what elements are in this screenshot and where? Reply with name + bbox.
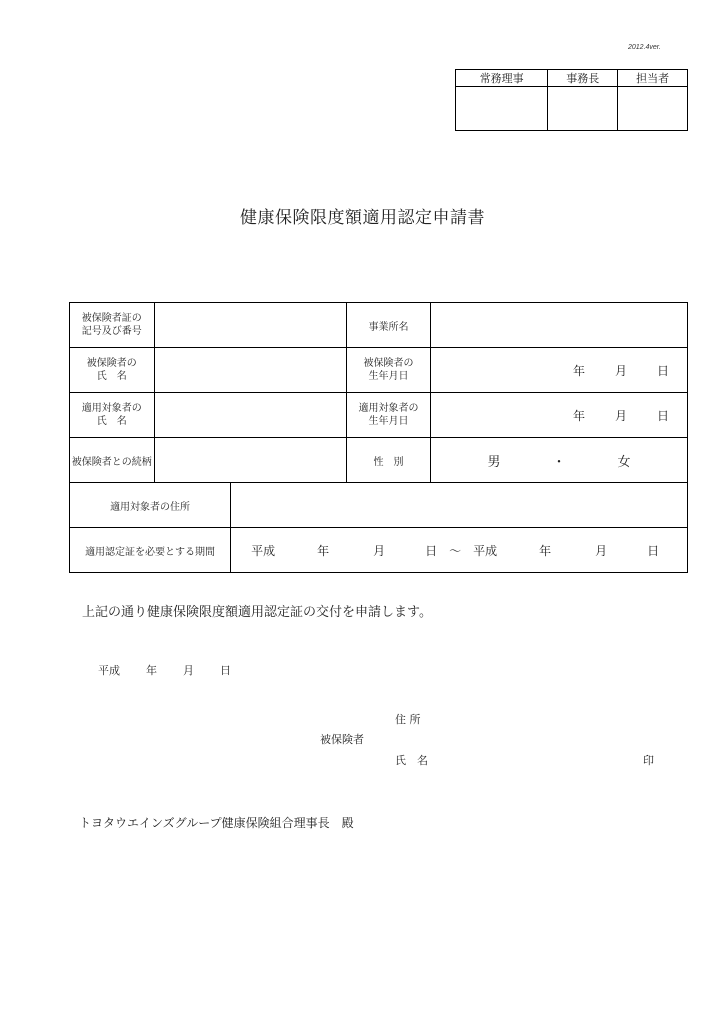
gender-female-option[interactable]: 女 [617,454,631,470]
approval-stamp-box-secretary-general[interactable] [548,87,618,131]
insured-birthdate-label [347,348,431,393]
approval-header-person-in-charge: 担当者 [618,70,688,87]
insured-card-number-field[interactable] [154,303,346,348]
month-unit: 月 [614,408,627,423]
target-name-field[interactable] [154,393,346,438]
approval-header-director: 常務理事 [456,70,548,87]
signature-insured-label: 被保険者 [320,733,364,746]
label-line: 被保険者の [86,358,137,369]
insured-birthdate-field[interactable] [431,348,688,393]
year-unit: 年 [572,363,585,378]
application-form-table [69,302,688,573]
insured-card-number-label [70,303,155,348]
month-unit: 月 [614,363,627,378]
target-address-label: 適用対象者の住所 [70,483,231,528]
apply-month-unit: 月 [183,664,194,677]
application-statement: 上記の通り健康保険限度額適用認定証の交付を申請します。 [82,605,432,620]
start-day-unit: 日 [425,543,438,558]
label-line: 記号及び番号 [81,326,142,337]
apply-day-unit: 日 [220,664,231,677]
approval-stamp-box-director[interactable] [456,87,548,131]
label-line: 被保険者証の [81,313,142,324]
insured-name-label [70,348,155,393]
gender-label: 性 別 [347,438,431,483]
period-tilde: ～ [449,543,462,558]
end-era: 平成 [473,543,498,558]
gender-separator: ・ [552,454,566,470]
year-unit: 年 [572,408,585,423]
addressee-line: トヨタウエインズグループ健康保険組合理事長 殿 [79,816,354,830]
seal-mark: 印 [643,754,654,767]
approval-header-secretary-general: 事務長 [548,70,618,87]
approval-stamp-box-person-in-charge[interactable] [618,87,688,131]
gender-male-option[interactable]: 男 [487,454,501,470]
end-day-unit: 日 [647,543,660,558]
relationship-field[interactable] [154,438,346,483]
label-line: 適用対象者の [81,403,142,414]
signature-address-label: 住 所 [395,713,421,726]
start-era: 平成 [251,543,276,558]
version-label: 2012.4ver. [628,44,661,51]
label-line: 氏 名 [96,416,127,427]
relationship-label: 被保険者との続柄 [70,438,155,483]
label-line: 生年月日 [368,371,409,382]
start-year-unit: 年 [317,543,330,558]
gender-field[interactable] [431,438,688,483]
apply-year-unit: 年 [146,664,157,677]
application-date[interactable] [98,662,257,678]
insured-name-field[interactable] [154,348,346,393]
target-birthdate-field[interactable] [431,393,688,438]
target-birthdate-label [347,393,431,438]
office-name-field[interactable] [431,303,688,348]
approval-stamp-table [455,69,688,131]
label-line: 適用対象者の [358,403,419,414]
target-name-label [70,393,155,438]
end-month-unit: 月 [595,543,608,558]
end-year-unit: 年 [539,543,552,558]
office-name-label: 事業所名 [347,303,431,348]
apply-era: 平成 [98,664,120,677]
day-unit: 日 [656,408,669,423]
target-address-field[interactable] [231,483,688,528]
start-month-unit: 月 [373,543,386,558]
signature-name-label: 氏 名 [395,754,428,767]
label-line: 被保険者の [363,358,414,369]
period-field[interactable] [231,528,688,573]
form-title: 健康保険限度額適用認定申請書 [240,208,485,228]
label-line: 生年月日 [368,416,409,427]
label-line: 氏 名 [96,371,127,382]
day-unit: 日 [656,363,669,378]
period-label: 適用認定証を必要とする期間 [70,528,231,573]
